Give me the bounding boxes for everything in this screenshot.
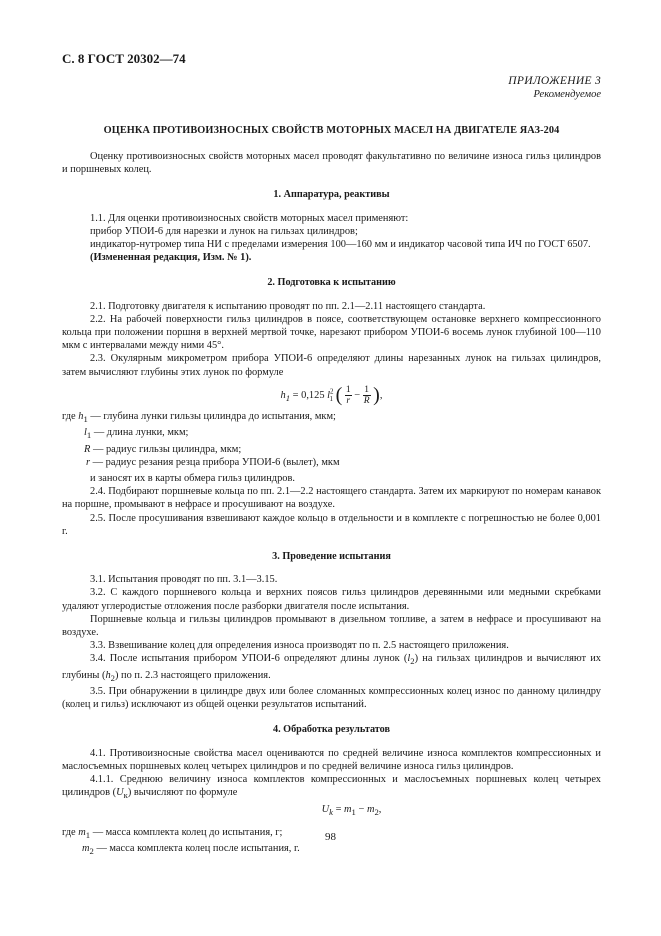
section-1-heading: 1. Аппаратура, реактивы <box>273 189 390 201</box>
paragraph-1-1-item-a: прибор УПОИ-6 для нарезки и лунок на гильзах цилиндров; <box>90 225 358 237</box>
definition-m1: где $m_1$ — масса комплекта колец до испытания, г; <box>62 826 283 840</box>
fraction-1-over-r: $\frac{1}{r}$ <box>345 384 351 406</box>
fraction-1-over-R: $\frac{1}{R}$ <box>363 384 370 406</box>
paragraph-2-2: 2.2. На рабочей поверхности гильз цилиндров в поясе, соответствующем остановке верхнего компрессионного кольца при положении поршня в верхней мертвой точке, нарезают прибором УПОИ-6 восемь лунок глубиной 100—110 мкм с интервалами между ними 45°. <box>62 313 601 352</box>
section-3-heading: 3. Проведение испытания <box>272 551 391 562</box>
paragraph-3-3: 3.3. Взвешивание колец для определения износа производят по п. 2.5 настоящего приложения. <box>90 640 509 652</box>
paragraph-2-3: 2.3. Окулярным микрометром прибора УПОИ-6 определяют длины нарезанных лунок на гильзах цилиндров, затем вычисляют глубины этих лунок по формуле <box>62 353 601 378</box>
paragraph-3-5: 3.5. При обнаружении в цилиндре двух или более сломанных компрессионных колец износ по данному цилиндру (колец и гильз) исключают из общей оценки результатов испытаний. <box>62 685 601 711</box>
definition-h1: где $h_1$ — глубина лунки гильзы цилиндра до испытания, мкм; <box>62 411 336 425</box>
document-header: С. 8 ГОСТ 20302—74 <box>62 51 186 66</box>
page-title: ОЦЕНКА ПРОТИВОИЗНОСНЫХ СВОЙСТВ МОТОРНЫХ МАСЕЛ НА ДВИГАТЕЛЕ ЯАЗ-204 <box>103 125 560 136</box>
formula-ring-wear: $U_k = m_1 - m_2$, <box>321 804 382 818</box>
amendment-note: (Измененная редакция, Изм. № 1). <box>90 252 252 264</box>
section-2-heading: 2. Подготовка к испытанию <box>267 277 396 289</box>
appendix-block <box>508 75 601 101</box>
paragraph-3-4: 3.4. После испытания прибором УПОИ-6 определяют длины лунок $(l_2)$ на гильзах цилиндров и вычисляют их глубины $(h_2)$ по п. 2.3 настоящего приложения. <box>62 653 601 683</box>
appendix-label: ПРИЛОЖЕНИЕ 3 <box>508 75 601 87</box>
paragraph-1-1-item-b: индикатор-нутромер типа НИ с пределами измерения 100—160 мм и индикатор часовой типа ИЧ по ГОСТ 6507. <box>90 239 591 251</box>
appendix-status: Рекомендуемое <box>533 89 601 100</box>
paragraph-2-5: 2.5. После просушивания взвешивают каждое кольцо в отдельности и в комплекте с погрешностью не более 0,001 г. <box>62 512 601 537</box>
formula-depth: $h_1 = 0,125$ $l^2_1$ ( $\frac{1}{r}$ − $\frac{1}{R}$ ), <box>280 383 383 406</box>
paragraph-1-1: 1.1. Для оценки противоизносных свойств моторных масел применяют: <box>90 212 409 224</box>
paragraph-2-3-tail: и заносят их в карты обмера гильз цилиндров. <box>90 472 295 484</box>
paragraph-2-1: 2.1. Подготовку двигателя к испытанию проводят по пп. 2.1—2.11 настоящего стандарта. <box>90 300 486 312</box>
definition-r: r — радиус резания резца прибора УПОИ-6 (вылет), мкм <box>86 456 340 468</box>
paragraph-3-2: 3.2. С каждого поршневого кольца и верхних поясов гильз цилиндров деревянными или медными скребками удаляют углеродистые отложения после разборки двигателя после испытания. <box>62 587 601 612</box>
paragraph-4-1: 4.1. Противоизносные свойства масел оцениваются по средней величине износа комплектов компрессионных и маслосъемных поршневых колец четырех цилиндров и по средней величине износа гильз цилиндров. <box>62 747 601 772</box>
page-number: 98 <box>325 831 336 843</box>
document-body <box>62 150 601 858</box>
definition-l1: $l_1$ — длина лунки, мкм; <box>84 427 189 441</box>
section-4-heading: 4. Обработка результатов <box>272 724 391 736</box>
intro-paragraph: Оценку противоизносных свойств моторных масел проводят факультативно по величине износа гильз цилиндров и поршневых колец. <box>62 151 601 176</box>
paragraph-2-4: 2.4. Подбирают поршневые кольца по пп. 2.1—2.2 настоящего стандарта. Затем их маркируют по номерам канавок на поршне, промывают в нефрасе и просушивают на воздухе. <box>62 486 601 511</box>
paragraph-3-2-cont: Поршневые кольца и гильзы цилиндров промывают в дизельном топливе, а затем в нефрасе и просушивают на воздухе. <box>62 613 601 639</box>
definition-m2: $m_2$ — масса комплекта колец после испытания, г. <box>82 843 300 857</box>
definition-R: R — радиус гильзы цилиндра, мкм; <box>84 443 242 455</box>
paragraph-4-1-1: 4.1.1. Среднюю величину износа комплектов компрессионных и маслосъемных поршневых колец четырех цилиндров $(U_к)$ вычисляют по формуле <box>62 774 601 801</box>
formula-definitions <box>62 410 601 469</box>
paragraph-3-1: 3.1. Испытания проводят по пп. 3.1—3.15. <box>90 574 278 586</box>
